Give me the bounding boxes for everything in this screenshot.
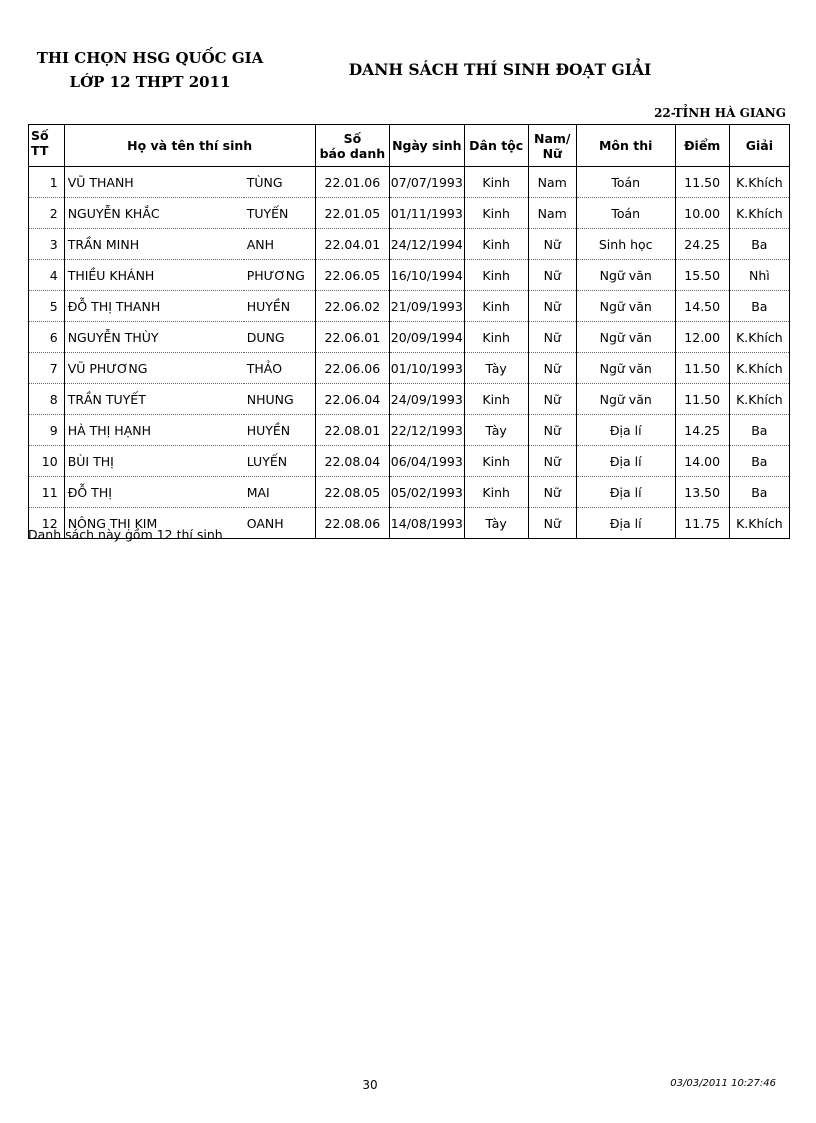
summary-note: Danh sách này gồm 12 thí sinh [28,527,223,542]
gender-cell: Nữ [528,291,576,322]
ethnicity-cell: Kinh [464,167,528,198]
candidate-number-cell: 22.08.05 [315,477,389,508]
candidate-number-cell: 22.08.06 [315,508,389,539]
surname-cell: NÔNG THỊ KIM [64,508,244,539]
subject-cell: Ngữ văn [576,260,675,291]
header-stt: Số TT [29,125,65,167]
header-sbd [315,125,389,167]
candidate-number-cell: 22.06.01 [315,322,389,353]
gender-cell: Nam [528,167,576,198]
award-cell: K.Khích [729,167,789,198]
score-cell: 14.25 [675,415,729,446]
table-row [29,198,790,229]
birthdate-cell: 21/09/1993 [390,291,464,322]
ethnicity-cell: Kinh [464,229,528,260]
given-name-cell: NHUNG [244,384,315,415]
subject-cell: Sinh học [576,229,675,260]
gender-cell: Nữ [528,353,576,384]
award-cell: Nhì [729,260,789,291]
header-award: Giải [729,125,789,167]
header-gender [528,125,576,167]
birthdate-cell: 01/11/1993 [390,198,464,229]
subject-cell: Ngữ văn [576,384,675,415]
exam-title [30,46,270,94]
score-cell: 24.25 [675,229,729,260]
given-name-cell: DUNG [244,322,315,353]
table-row [29,260,790,291]
table-row [29,229,790,260]
header-ethnicity: Dân tộc [464,125,528,167]
exam-title-line2: LỚP 12 THPT 2011 [69,73,231,91]
given-name-cell: LUYẾN [244,446,315,477]
subject-cell: Ngữ văn [576,291,675,322]
score-cell: 12.00 [675,322,729,353]
award-cell: Ba [729,446,789,477]
surname-cell: ĐỖ THỊ THANH [64,291,244,322]
birthdate-cell: 24/09/1993 [390,384,464,415]
score-cell: 13.50 [675,477,729,508]
ethnicity-cell: Kinh [464,291,528,322]
given-name-cell: PHƯƠNG [244,260,315,291]
subject-cell: Toán [576,167,675,198]
header-name: Họ và tên thí sinh [64,125,315,167]
birthdate-cell: 20/09/1994 [390,322,464,353]
ethnicity-cell: Kinh [464,477,528,508]
surname-cell: TRẦN MINH [64,229,244,260]
subject-cell: Toán [576,198,675,229]
stt-cell: 8 [29,384,65,415]
candidate-number-cell: 22.08.04 [315,446,389,477]
given-name-cell: OANH [244,508,315,539]
candidate-number-cell: 22.04.01 [315,229,389,260]
gender-cell: Nữ [528,322,576,353]
award-cell: Ba [729,415,789,446]
ethnicity-cell: Tày [464,415,528,446]
award-cell: K.Khích [729,508,789,539]
surname-cell: TRẦN TUYẾT [64,384,244,415]
stt-cell: 9 [29,415,65,446]
surname-cell: HÀ THỊ HẠNH [64,415,244,446]
given-name-cell: MAI [244,477,315,508]
stt-cell: 7 [29,353,65,384]
subject-cell: Địa lí [576,508,675,539]
header-dob: Ngày sinh [390,125,464,167]
award-cell: Ba [729,291,789,322]
header-gender-line1: Nam/ [534,130,571,146]
score-cell: 10.00 [675,198,729,229]
birthdate-cell: 07/07/1993 [390,167,464,198]
ethnicity-cell: Tày [464,353,528,384]
gender-cell: Nữ [528,446,576,477]
surname-cell: VŨ THANH [64,167,244,198]
given-name-cell: THẢO [244,353,315,384]
surname-cell: BÙI THỊ [64,446,244,477]
surname-cell: ĐỖ THỊ [64,477,244,508]
surname-cell: NGUYỄN KHẮC [64,198,244,229]
gender-cell: Nữ [528,415,576,446]
document-title: DANH SÁCH THÍ SINH ĐOẠT GIẢI [348,60,652,79]
gender-cell: Nữ [528,508,576,539]
ethnicity-cell: Tày [464,508,528,539]
surname-cell: NGUYỄN THÙY [64,322,244,353]
award-cell: K.Khích [729,384,789,415]
stt-cell: 1 [29,167,65,198]
birthdate-cell: 06/04/1993 [390,446,464,477]
score-cell: 14.50 [675,291,729,322]
subject-cell: Địa lí [576,446,675,477]
score-cell: 14.00 [675,446,729,477]
stt-cell: 10 [29,446,65,477]
surname-cell: VŨ PHƯƠNG [64,353,244,384]
table-row [29,291,790,322]
birthdate-cell: 14/08/1993 [390,508,464,539]
given-name-cell: TÙNG [244,167,315,198]
candidate-number-cell: 22.06.02 [315,291,389,322]
header-score: Điểm [675,125,729,167]
birthdate-cell: 16/10/1994 [390,260,464,291]
award-cell: Ba [729,229,789,260]
table-row [29,384,790,415]
ethnicity-cell: Kinh [464,384,528,415]
header-gender-line2: Nữ [542,145,562,161]
table-row [29,415,790,446]
ethnicity-cell: Kinh [464,322,528,353]
candidate-number-cell: 22.01.06 [315,167,389,198]
stt-cell: 4 [29,260,65,291]
award-cell: K.Khích [729,353,789,384]
province-label: 22-TỈNH HÀ GIANG [654,106,786,120]
birthdate-cell: 01/10/1993 [390,353,464,384]
subject-cell: Địa lí [576,415,675,446]
header-sbd-line1: Số [343,130,362,146]
stt-cell: 2 [29,198,65,229]
subject-cell: Ngữ văn [576,322,675,353]
stt-cell: 12 [29,508,65,539]
score-cell: 11.50 [675,167,729,198]
gender-cell: Nữ [528,260,576,291]
candidate-number-cell: 22.06.06 [315,353,389,384]
given-name-cell: HUYỀN [244,291,315,322]
exam-title-line1: THI CHỌN HSG QUỐC GIA [36,49,264,67]
awardee-table [28,124,790,539]
stt-cell: 6 [29,322,65,353]
birthdate-cell: 24/12/1994 [390,229,464,260]
award-cell: K.Khích [729,322,789,353]
given-name-cell: HUYỀN [244,415,315,446]
table-header-row [29,125,790,167]
ethnicity-cell: Kinh [464,446,528,477]
candidate-number-cell: 22.06.04 [315,384,389,415]
table-row [29,322,790,353]
gender-cell: Nữ [528,477,576,508]
stt-cell: 3 [29,229,65,260]
score-cell: 11.75 [675,508,729,539]
table-row [29,477,790,508]
birthdate-cell: 05/02/1993 [390,477,464,508]
award-cell: Ba [729,477,789,508]
header-sbd-line2: báo danh [319,145,386,161]
page-number: 30 [362,1078,378,1092]
gender-cell: Nam [528,198,576,229]
subject-cell: Ngữ văn [576,353,675,384]
candidate-number-cell: 22.06.05 [315,260,389,291]
table-row [29,353,790,384]
award-cell: K.Khích [729,198,789,229]
subject-cell: Địa lí [576,477,675,508]
stt-cell: 5 [29,291,65,322]
birthdate-cell: 22/12/1993 [390,415,464,446]
surname-cell: THIỀU KHÁNH [64,260,244,291]
print-timestamp: 03/03/2011 10:27:46 [670,1078,776,1089]
score-cell: 15.50 [675,260,729,291]
gender-cell: Nữ [528,229,576,260]
score-cell: 11.50 [675,384,729,415]
given-name-cell: TUYẾN [244,198,315,229]
score-cell: 11.50 [675,353,729,384]
ethnicity-cell: Kinh [464,260,528,291]
table-row [29,446,790,477]
gender-cell: Nữ [528,384,576,415]
table-row [29,167,790,198]
candidate-number-cell: 22.01.05 [315,198,389,229]
ethnicity-cell: Kinh [464,198,528,229]
header-subject: Môn thi [576,125,675,167]
candidate-number-cell: 22.08.01 [315,415,389,446]
stt-cell: 11 [29,477,65,508]
given-name-cell: ANH [244,229,315,260]
